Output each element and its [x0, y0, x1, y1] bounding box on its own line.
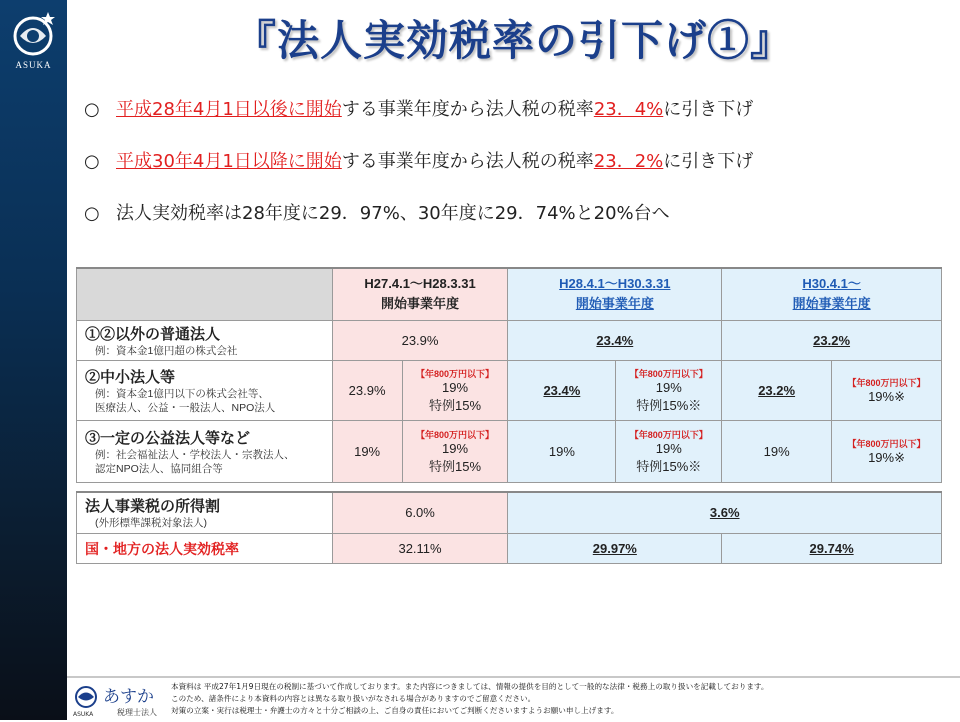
cell-special-rate: 【年800万円以下】 19% 特例15%: [402, 420, 508, 482]
header-period-3: H30.4.1～ 開始事業年度: [722, 268, 942, 320]
row-label-sme: ②中小法人等 例：資本金1億円以下の株式会社等、 医療法人、公益・一般法人、NPO法人: [77, 360, 333, 420]
cell-value: 29.97%: [508, 534, 722, 564]
cell-value: 23.2%: [722, 320, 942, 360]
tax-rate-table: [76, 267, 942, 564]
header-period-2: H28.4.1～H30.3.31 開始事業年度: [508, 268, 722, 320]
footer: [67, 676, 960, 722]
bullet-item-2: ○ 平成30年4月1日以降に開始する事業年度から法人税の税率23．2%に引き下げ: [84, 151, 754, 172]
cell-value: 32.11%: [332, 534, 508, 564]
cell-value: 19%: [508, 420, 616, 482]
cell-value: 23.2%: [722, 360, 832, 420]
swirl-logo-icon: [6, 6, 60, 64]
cell-value: 29.74%: [722, 534, 942, 564]
logo-text: ASUKA: [15, 60, 52, 70]
row-label-public-interest: ③一定の公益法人等など 例：社会福祉法人・学校法人・宗教法人、 認定NPO法人、協同組合等: [77, 420, 333, 482]
bullet-rate: 23．4%: [593, 99, 664, 120]
cell-value: 19%: [722, 420, 832, 482]
footer-logo: あすか 税理士法人 ASUKA: [73, 682, 163, 720]
cell-value: 19%: [332, 420, 402, 482]
cell-special-rate: 【年800万円以下】 19% 特例15%※: [616, 420, 722, 482]
cell-value: 23.9%: [332, 320, 508, 360]
cell-value: 6.0%: [332, 492, 508, 534]
bullet-list: [84, 98, 944, 254]
disclaimer: 本資料は 平成27年1月9日現在の税制に基づいて作成しております。また内容につきましては、情報の提供を目的として一般的な法律・税務上の取り扱いを記載しております。 このため、諸条件により本資料の内容とは異なる取り扱いがなされる場合がありますのでご留意ください。 対策の立案・実行は税理士・弁護士の方々と十分ご相談の上、ご自身の責任においてご判断くださいますようお願い申し上げます。: [171, 682, 769, 715]
cell-special-rate: 【年800万円以下】 19% 特例15%※: [616, 360, 722, 420]
table-row: [77, 534, 942, 564]
bullet-highlight: 平成30年4月1日以降に開始: [116, 151, 342, 172]
cell-value: 23.9%: [332, 360, 402, 420]
cell-special-rate: 【年800万円以下】 19%※: [832, 360, 942, 420]
left-sidebar: [0, 0, 67, 720]
row-label-ordinary: ①②以外の普通法人 例：資本金1億円超の株式会社: [77, 320, 333, 360]
table-header-row: [77, 268, 942, 320]
table-row: [77, 420, 942, 482]
table-row: [77, 360, 942, 420]
row-label-business-tax: 法人事業税の所得割 (外形標準課税対象法人): [77, 492, 333, 534]
page-title: 『法人実効税率の引下げ①』: [233, 16, 793, 65]
table-row: [77, 320, 942, 360]
header-period-1: H27.4.1～H28.3.31 開始事業年度: [332, 268, 508, 320]
bullet-highlight: 平成28年4月1日以後に開始: [116, 99, 342, 120]
cell-value: 3.6%: [508, 492, 942, 534]
cell-value: 23.4%: [508, 360, 616, 420]
bullet-rate: 23．2%: [593, 151, 664, 172]
table-row: [77, 492, 942, 534]
bullet-item-3: ○ 法人実効税率は28年度に29．97%、30年度に29．74%と20%台へ: [84, 203, 670, 224]
cell-special-rate: 【年800万円以下】 19%※: [832, 420, 942, 482]
row-label-effective-rate: 国・地方の法人実効税率: [77, 534, 333, 564]
bullet-item-1: ○ 平成28年4月1日以後に開始する事業年度から法人税の税率23．4%に引き下げ: [84, 99, 754, 120]
cell-value: 23.4%: [508, 320, 722, 360]
swirl-logo-icon: [73, 684, 99, 710]
header-blank: [77, 268, 333, 320]
cell-special-rate: 【年800万円以下】 19% 特例15%: [402, 360, 508, 420]
